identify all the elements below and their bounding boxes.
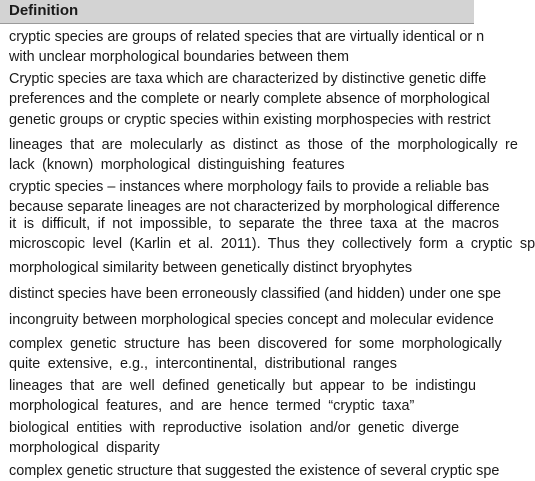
table-row [9,258,412,278]
row-text-line: preferences and the complete or nearly complete absence of morphological [9,91,490,107]
table-row [9,214,535,254]
row-text-line: biological entities with reproductive isolation and/or genetic diverge [9,420,460,436]
row-text-line: morphological features, and are hence termed “cryptic taxa” [9,398,415,414]
table-row [9,135,518,175]
row-text-line: quite extensive, e.g., intercontinental, distributional ranges [9,356,397,372]
table-row [9,110,491,130]
table-row [9,461,499,481]
row-text-line: genetic groups or cryptic species within existing morphospecies with restrict [9,112,491,128]
row-text-line: complex genetic structure has been discovered for some morphologically [9,336,502,352]
table-row [9,418,459,458]
row-text-line: incongruity between morphological species concept and molecular evidence [9,312,494,328]
table-row [9,284,501,304]
table-row [9,177,500,217]
table-row [9,69,490,109]
table-row [9,334,502,374]
row-text-line: distinct species have been erroneously classified (and hidden) under one spe [9,286,501,302]
table-header [0,0,474,24]
column-header-definition: Definition [9,2,79,19]
row-text-line: cryptic species – instances where morphology fails to provide a reliable bas [9,179,489,195]
row-text-line: cryptic species are groups of related species that are virtually identical or n [9,29,485,45]
row-text-line: Cryptic species are taxa which are characterized by distinctive genetic diffe [9,71,487,87]
table-row [9,27,484,67]
row-text-line: with unclear morphological boundaries between them [9,49,349,65]
row-text-line: complex genetic structure that suggested the existence of several cryptic spe [9,463,500,479]
row-text-line: because separate lineages are not characterized by morphological difference [9,199,500,215]
row-text-line: morphological disparity [9,440,160,456]
row-text-line: lineages that are well defined genetically but appear to be indistingu [9,378,477,394]
table-row [9,310,494,330]
row-text-line: it is difficult, if not impossible, to separate the three taxa at the macros [9,216,499,232]
row-text-line: lack (known) morphological distinguishing features [9,157,345,173]
row-text-line: morphological similarity between genetically distinct bryophytes [9,260,413,276]
row-text-line: microscopic level (Karlin et al. 2011). Thus they collectively form a cryptic sp [9,236,535,252]
row-text-line: lineages that are molecularly as distinct as those of the morphologically re [9,137,518,153]
table-row [9,376,476,416]
